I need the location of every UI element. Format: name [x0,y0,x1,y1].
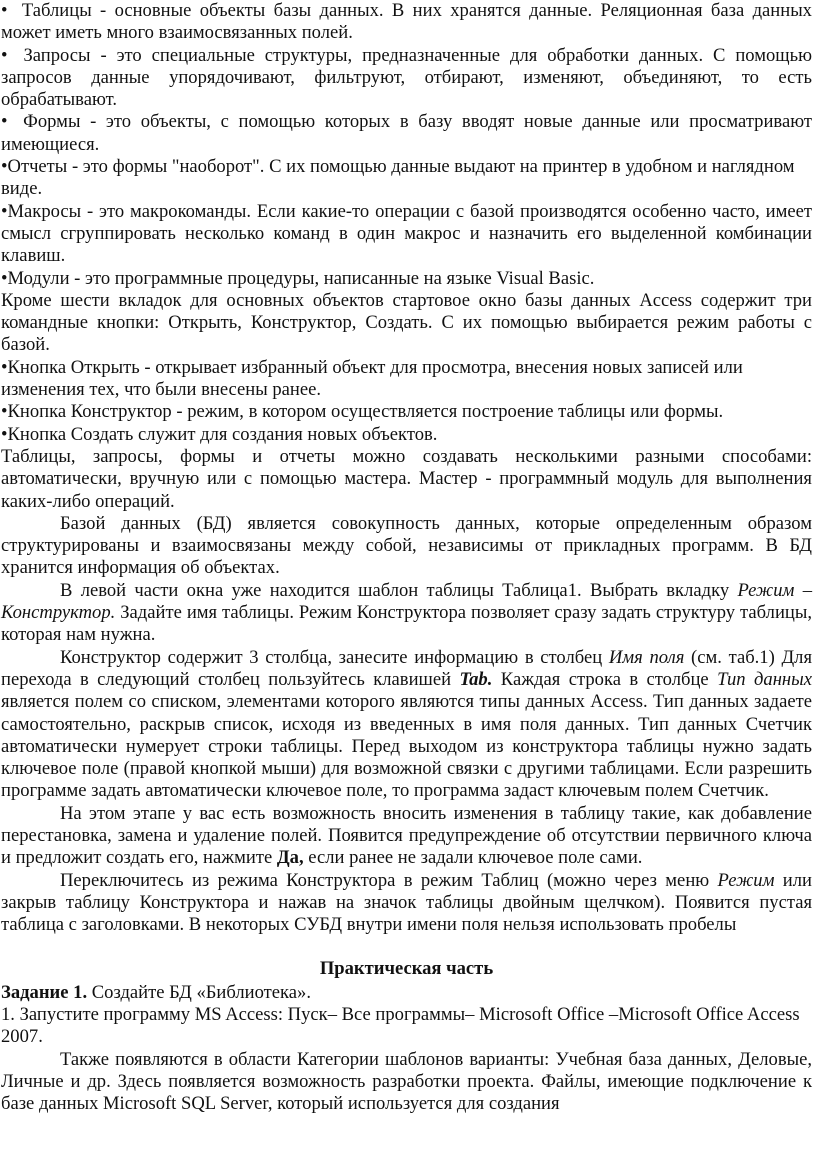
bullet-reports [1,156,812,201]
bullet-glyph: • [1,200,8,222]
step-1: 1. Запустите программу MS Access: Пуск– Все программы– Microsoft Office –Microsoft Office Access 2007. [1,1004,800,1048]
bullet-text: Таблицы - основные объекты базы данных. В них хранятся данные. Реляционная база данных может иметь много взаимосвязанных полей. [1,0,812,44]
bullet-text: Запросы - это специальные структуры, предназначенные для обработки данных. С помощью запросов данные упорядочивают, фильтруют, отбирают, изменяют, объединяют, то есть обрабатывают. [1,44,812,111]
text-run: (см. таб.1) Для перехода в следующий столбец пользуйтесь клавишей [1,646,812,690]
paragraph-changes [1,803,812,870]
text-run: На этом этапе у вас есть возможность вносить изменения в таблицу такие, как добавление перестановка, замена и удаление полей. Появится предупреждение об отсутствии первичного ключа и предложит создать его, нажмите [1,802,812,869]
task-text: Создайте БД «Библиотека». [87,981,311,1003]
text-run: является полем со списком, элементами которого являются типы данных Access. Тип данных задаете самостоятельно, раскрыв список, исходя из введенных в имя поля данных. Тип данных Счетчик автоматически нумерует строки таблицы. Перед выходом из конструктора таблицы нужно задать ключевое поле (правой кнопкой мыши) для возможной связки с другими таблицами. Если разрешить программе задать автоматически ключевое поле, то программа задаст ключевым полем Счетчик. [1,691,812,802]
task-1 [1,982,812,1004]
bullet-modules [1,268,812,290]
bullet-glyph: • [1,111,8,133]
bullet-glyph: • [1,0,8,21]
bullet-glyph: • [1,423,8,445]
bullet-text: Отчеты - это формы "наоборот". С их помощью данные выдают на принтер в удобном и наглядном виде. [1,156,795,200]
bullet-open-button [1,357,812,402]
paragraph-constructor [1,647,812,803]
bullet-create-button [1,424,812,446]
bullet-glyph: • [1,156,8,178]
bullet-constructor-button [1,401,812,423]
bullet-text: Кнопка Создать служит для создания новых объектов. [7,423,438,445]
heading-practical-part: Практическая часть [319,958,494,980]
bullet-text: Кнопка Конструктор - режим, в котором осуществляется построение таблицы или формы. [7,401,724,423]
bullet-text: Кнопка Открыть - открывает избранный объект для просмотра, внесения новых записей или изменения тех, что были внесены ранее. [1,356,743,401]
text-run-italic: Режим – Конструктор. [1,579,812,624]
bullet-glyph: • [1,356,8,378]
text-run-italic: Имя поля [608,646,685,668]
task-label: Задание 1. [1,981,88,1003]
text-run-bold: Да, [276,847,304,869]
bullet-text: Формы - это объекты, с помощью которых в базу вводят новые данные или просматривают имеющиеся. [1,111,812,155]
text-run-italic: Тип данных [717,668,812,690]
paragraph-db-definition: Базой данных (БД) является совокупность данных, которые определенным образом структурированы и взаимосвязаны между собой, независимы от прикладных программ. В БД хранится информация об объектах. [1,512,812,579]
text-run-italic: Режим [717,869,775,891]
text-run: Переключитесь из режима Конструктора в режим Таблиц (можно через меню [60,869,718,891]
paragraph-categories: Также появляются в области Категории шаблонов варианты: Учебная база данных, Деловые, Личные и др. Здесь появляется возможность разработки проекта. Файлы, имеющие подключение к базе данных Microsoft SQL Server, который используется для создания [1,1048,812,1115]
text-run: В левой части окна уже находится шаблон таблицы Таблица1. Выбрать вкладку [60,579,738,601]
text-run: или закрыв таблицу Конструктора и нажав на значок таблицы двойным щелчком). Появится пустая таблица с заголовками. В некоторых СУБД внутри имени поля нельзя использовать пробелы [1,869,812,936]
bullet-tables [1,0,812,45]
paragraph-methods: Таблицы, запросы, формы и отчеты можно создавать несколькими разными способами: автоматически, вручную или с помощью мастера. Мастер - программный модуль для выполнения каких-либо операций. [1,445,812,512]
paragraph-switch [1,870,812,937]
bullet-text: Макросы - это макрокоманды. Если какие-то операции с базой производятся особенно часто, имеет смысл сгруппировать несколько команд в один макрос и назначить его выделенной комбинации клавиш. [1,200,812,267]
bullet-macros [1,201,812,268]
text-run-bold-italic: Tab. [459,668,493,690]
paragraph-buttons-intro: Кроме шести вкладок для основных объектов стартовое окно базы данных Access содержит три командные кнопки: Открыть, Конструктор, Создать. С их помощью выбирается режим работы с базой. [1,289,812,356]
text-run: Конструктор содержит 3 столбца, занесите информацию в столбец [60,646,609,668]
text-run: Задайте имя таблицы. Режим Конструктора позволяет сразу задать структуру таблицы, которая нам нужна. [1,602,812,646]
bullet-queries [1,45,812,112]
paragraph-template [1,580,812,647]
bullet-forms [1,111,812,156]
bullet-glyph: • [1,267,8,289]
bullet-text: Модули - это программные процедуры, написанные на языке Visual Basic. [7,267,595,289]
text-run: Каждая строка в столбце [492,668,718,690]
bullet-glyph: • [1,401,8,423]
bullet-glyph: • [1,44,8,66]
text-run: если ранее не задали ключевое поле сами. [303,847,643,869]
